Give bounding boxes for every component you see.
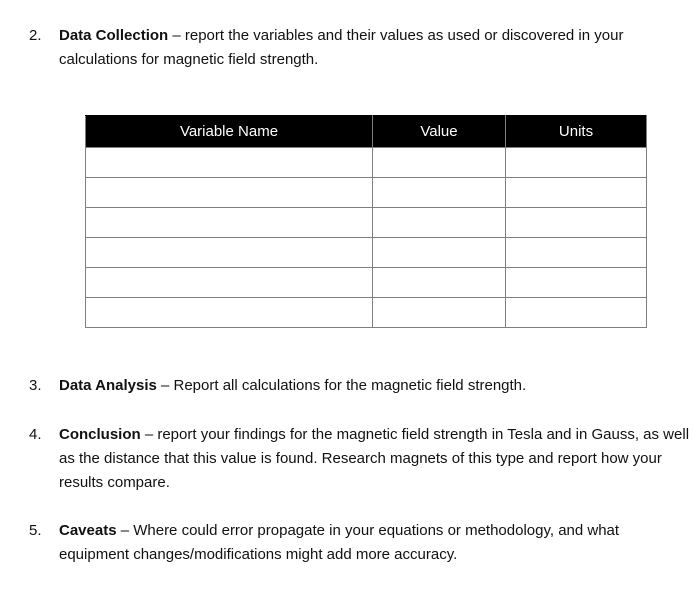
cell-value[interactable] bbox=[373, 268, 506, 298]
table-row bbox=[86, 268, 647, 298]
header-variable-name: Variable Name bbox=[86, 116, 373, 148]
cell-units[interactable] bbox=[506, 148, 647, 178]
section-heading: Caveats bbox=[59, 522, 117, 539]
cell-variable-name[interactable] bbox=[86, 148, 373, 178]
section-caveats bbox=[29, 519, 690, 567]
cell-units[interactable] bbox=[506, 238, 647, 268]
section-text: – Report all calculations for the magnetic field strength. bbox=[156, 377, 527, 394]
cell-units[interactable] bbox=[506, 298, 647, 328]
cell-value[interactable] bbox=[373, 238, 506, 268]
table-row bbox=[86, 148, 647, 178]
section-text: – report your findings for the magnetic field strength in Tesla and in Gauss, as well as the distance that this value is found. Research magnets of this type and report how your results compare. bbox=[59, 426, 690, 491]
section-number: 4. bbox=[29, 426, 42, 443]
section-data-collection bbox=[29, 24, 690, 72]
section-number: 5. bbox=[29, 522, 42, 539]
table-header-row bbox=[86, 116, 647, 148]
cell-units[interactable] bbox=[506, 268, 647, 298]
section-number: 3. bbox=[29, 377, 42, 394]
section-heading: Data Analysis bbox=[59, 377, 157, 394]
section-body bbox=[59, 519, 690, 567]
section-body bbox=[59, 423, 690, 495]
cell-variable-name[interactable] bbox=[86, 298, 373, 328]
section-data-analysis bbox=[29, 374, 690, 398]
section-conclusion bbox=[29, 423, 690, 495]
table-row bbox=[86, 238, 647, 268]
cell-variable-name[interactable] bbox=[86, 178, 373, 208]
cell-variable-name[interactable] bbox=[86, 208, 373, 238]
variables-table bbox=[85, 115, 647, 328]
table-row bbox=[86, 208, 647, 238]
section-body bbox=[59, 374, 690, 398]
cell-value[interactable] bbox=[373, 178, 506, 208]
header-units: Units bbox=[506, 116, 647, 148]
cell-units[interactable] bbox=[506, 208, 647, 238]
cell-variable-name[interactable] bbox=[86, 238, 373, 268]
section-number: 2. bbox=[29, 27, 42, 44]
section-text: – Where could error propagate in your equations or methodology, and what equipment changes/modifications might add more accuracy. bbox=[59, 522, 620, 563]
section-text: – report the variables and their values as used or discovered in your calculations for magnetic field strength. bbox=[59, 27, 624, 68]
cell-variable-name[interactable] bbox=[86, 268, 373, 298]
cell-units[interactable] bbox=[506, 178, 647, 208]
cell-value[interactable] bbox=[373, 208, 506, 238]
cell-value[interactable] bbox=[373, 298, 506, 328]
section-body bbox=[59, 24, 690, 72]
table-row bbox=[86, 178, 647, 208]
table-row bbox=[86, 298, 647, 328]
section-heading: Data Collection bbox=[59, 27, 169, 44]
section-heading: Conclusion bbox=[59, 426, 141, 443]
cell-value[interactable] bbox=[373, 148, 506, 178]
header-value: Value bbox=[373, 116, 506, 148]
